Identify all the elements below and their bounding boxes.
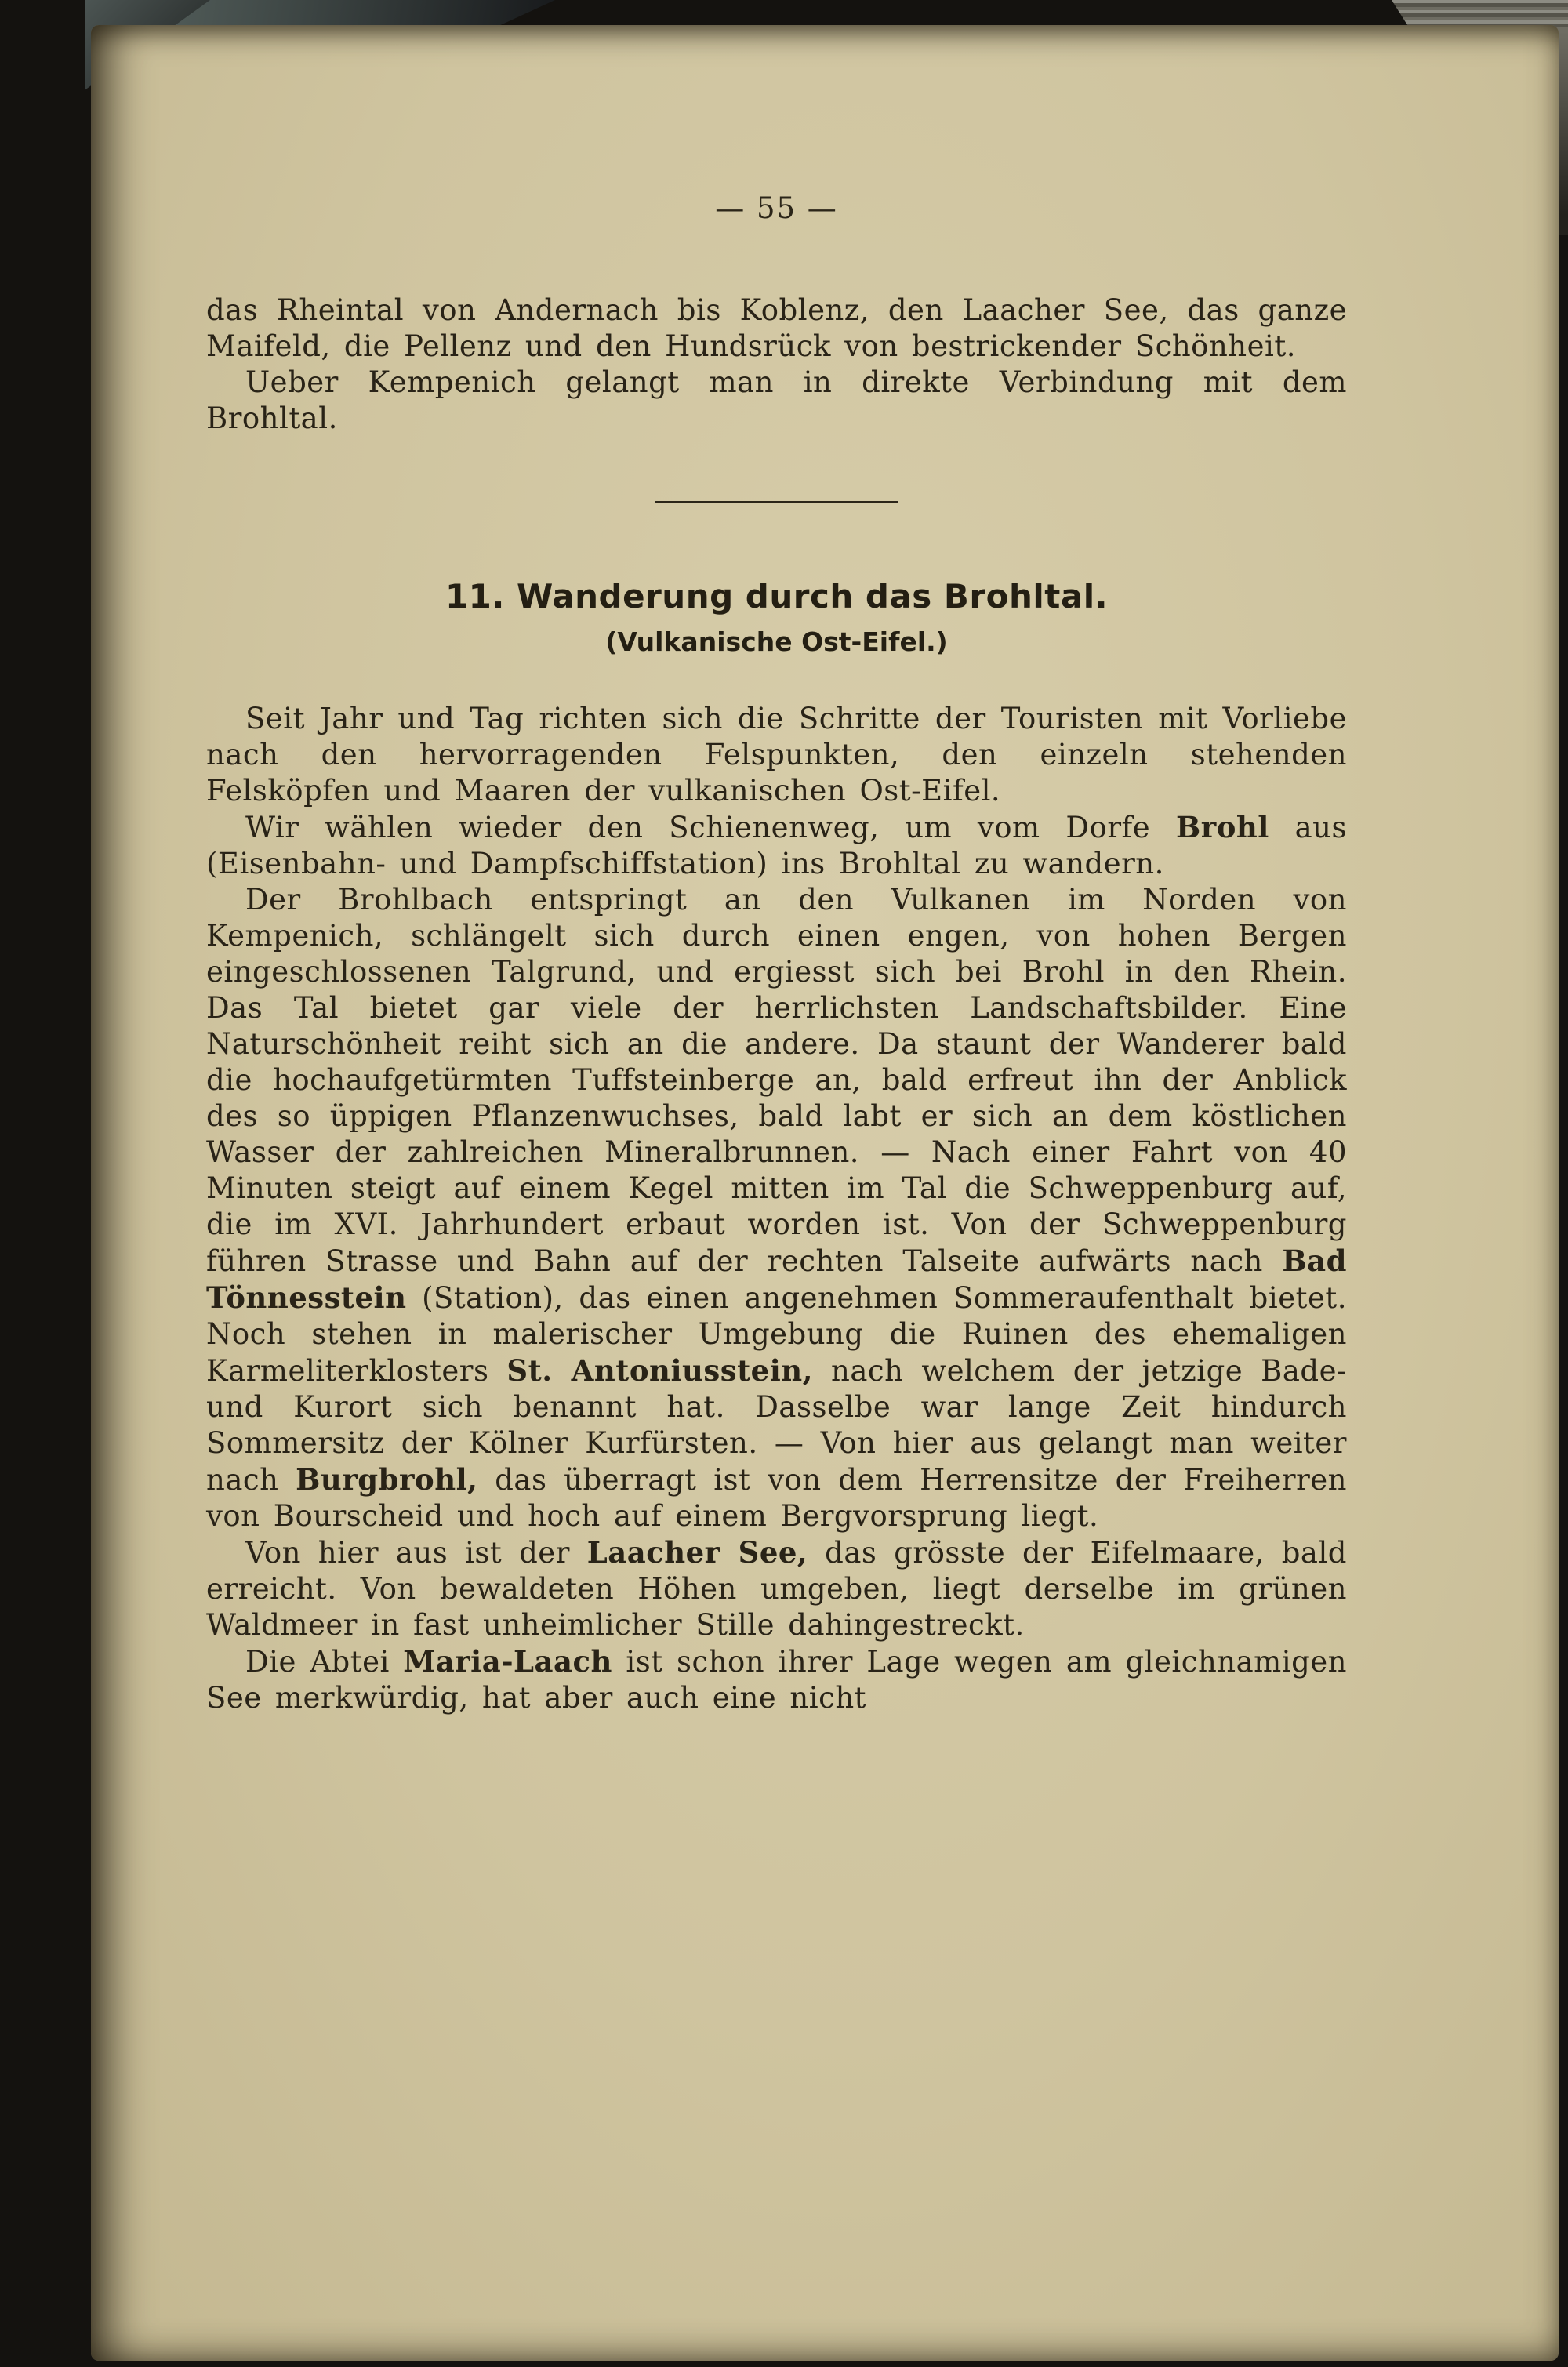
- intro-paragraphs: [206, 292, 1347, 437]
- paragraph: [206, 1534, 1347, 1643]
- text-segment: Ueber Kempenich gelangt man in direkte Verbindung mit dem Brohltal.: [206, 365, 1347, 435]
- text-segment: das grösste der Eifelmaare, bald erreicht. Von bewaldeten Höhen umgeben, liegt derselbe im grünen Waldmeer in fast unheimlicher Stille dahingestreckt.: [206, 1536, 1347, 1642]
- text-segment: aus (Eisenbahn- und Dampfschiffstation) ins Brohltal zu wandern.: [206, 811, 1347, 880]
- text-segment: nach welchem der jetzige Bade- und Kurort sich benannt hat. Dasselbe war lange Zeit hindurch Sommersitz der Kölner Kurfürsten. — Von hier aus gelangt man weiter nach: [206, 1354, 1347, 1497]
- text-segment: Von hier aus ist der: [245, 1536, 587, 1570]
- bold-text-segment: St. Antoniusstein,: [506, 1353, 814, 1388]
- paragraph: [206, 882, 1347, 1534]
- page-number: — 55 —: [715, 191, 838, 225]
- paragraph: [206, 1643, 1347, 1716]
- book-page: [91, 25, 1559, 2361]
- text-segment: (Station), das einen angenehmen Sommeraufenthalt bietet. Noch stehen in malerischer Umgebung die Ruinen des ehemaligen Karmeliterklosters: [206, 1281, 1347, 1388]
- section-divider: [655, 501, 898, 503]
- text-segment: ist schon ihrer Lage wegen am gleichnamigen See merkwürdig, hat aber auch eine nicht: [206, 1645, 1347, 1715]
- text-segment: das Rheintal von Andernach bis Koblenz, den Laacher See, das ganze Maifeld, die Pellenz und den Hundsrück von bestrickender Schönheit.: [206, 293, 1347, 363]
- page-content: [206, 25, 1347, 1716]
- text-segment: Seit Jahr und Tag richten sich die Schritte der Touristen mit Vorliebe nach den hervorragenden Felspunkten, den einzeln stehenden Felsköpfen und Maaren der vulkanischen Ost-Eifel.: [206, 702, 1347, 808]
- text-segment: Die Abtei: [245, 1645, 404, 1679]
- section-title: 11. Wanderung durch das Brohltal.: [445, 577, 1109, 615]
- page-stack-right-edge: [1557, 31, 1568, 235]
- text-segment: Der Brohlbach entspringt an den Vulkanen im Norden von Kempenich, schlängelt sich durch einen engen, von hohen Bergen eingeschlossenen Talgrund, und ergiesst sich bei Brohl in den Rhein. Das Tal bietet gar viele der herrlichsten Landschaftsbilder. Eine Naturschönheit reiht sich an die andere. Da staunt der Wanderer bald die hochaufgetürmten Tuffsteinberge an, bald erfreut ihn der Anblick des so üppigen Pflanzenwuchses, bald labt er sich an dem köstlichen Wasser der zahlreichen Mineralbrunnen. — Nach einer Fahrt von 40 Minuten steigt auf einem Kegel mitten im Tal die Schweppenburg auf, die im XVI. Jahrhundert erbaut worden ist. Von der Schweppenburg führen Strasse und Bahn auf der rechten Talseite aufwärts nach: [206, 883, 1347, 1278]
- bold-text-segment: Maria-Laach: [403, 1644, 612, 1679]
- section-subtitle: (Vulkanische Ost-Eifel.): [605, 626, 948, 657]
- text-segment: das überragt ist von dem Herrensitze der Freiherren von Bourscheid und hoch auf einem Bergvorsprung liegt.: [206, 1463, 1347, 1533]
- section-paragraphs: [206, 701, 1347, 1716]
- paragraph: [206, 292, 1347, 365]
- text-segment: Wir wählen wieder den Schienenweg, um vom Dorfe: [245, 811, 1176, 844]
- paragraph: [206, 809, 1347, 882]
- paragraph: [206, 365, 1347, 437]
- bold-text-segment: Brohl: [1175, 810, 1269, 844]
- bold-text-segment: Bad Tönnesstein: [206, 1243, 1347, 1315]
- paragraph: [206, 701, 1347, 809]
- bold-text-segment: Burgbrohl,: [296, 1462, 478, 1497]
- bold-text-segment: Laacher See,: [586, 1535, 808, 1570]
